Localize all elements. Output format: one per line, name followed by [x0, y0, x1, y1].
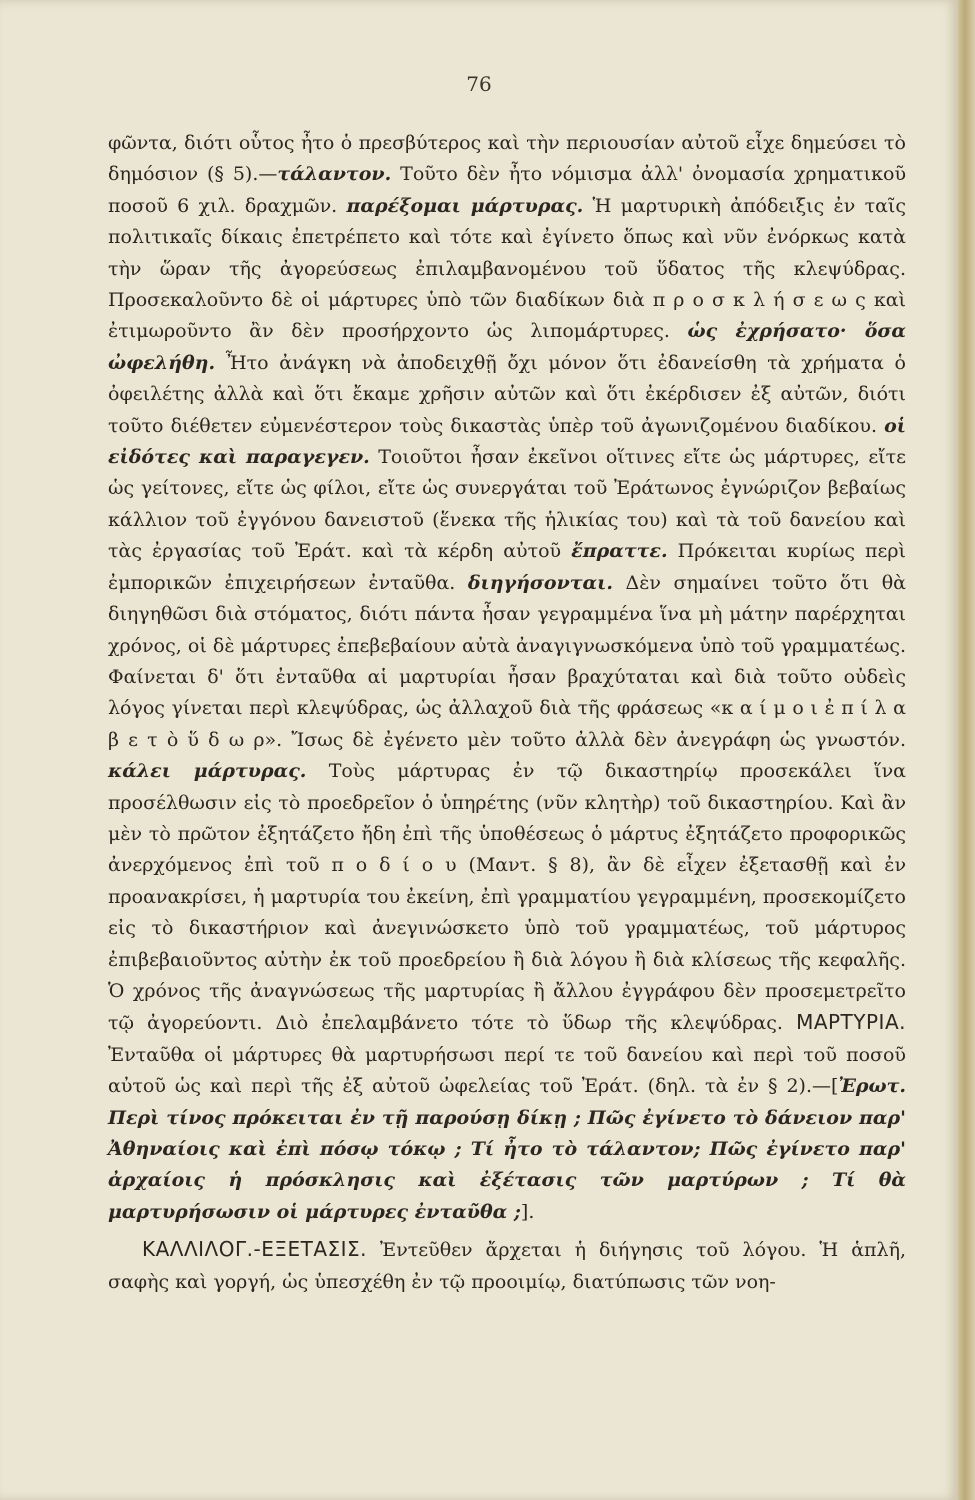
- text-run: Τοιοῦτοι ἦσαν ἐκεῖνοι οἵτινες εἴτε ὡς μάρτυρες, εἴτε ὡς γείτονες, εἴτε ὡς φίλοι, εἴτε ὡς συνεργάται τοῦ Ἐράτωνος ἐγνώριζον βεβαίως κάλλιον τοῦ ἐγγόνου δανειστοῦ (ἕνεκα τῆς ἡλικίας του) καὶ τὰ τοῦ δανείου καὶ τὰς ἐργασίας τοῦ Ἐράτ. καὶ τὰ κέρδη αὐτοῦ: [108, 446, 906, 563]
- lemma-italic: Ἐρωτ. Περὶ τίνος πρόκειται ἐν τῇ παρούσῃ δίκῃ ; Πῶς ἐγίνετο τὸ δάνειον παρ' Ἀθηναίοις καὶ ἐπὶ πόσῳ τόκῳ ; Τί ἦτο τὸ τάλαντον; Πῶς ἐγίνετο παρ' ἀρχαίοις ἡ πρόσκλησις καὶ ἐξέτασις τῶν μαρτύρων ; Τί θὰ μαρτυρήσωσιν οἱ μάρτυρες ἐνταῦθα ;: [108, 1075, 906, 1223]
- lemma-italic: κάλει μάρτυρας.: [108, 760, 307, 783]
- page-number: 76: [466, 72, 492, 96]
- section-heading: ΚΑΛΛΙΛΟΓ.-ΕΞΕΤΑΣΙΣ.: [142, 1237, 368, 1262]
- lemma-italic: ἔπραττε.: [571, 540, 668, 563]
- text-run: Ἐντεῦθεν ἄρχεται ἡ διήγησις τοῦ λόγου. Ἡ ἁπλῆ, σαφὴς καὶ γοργή, ὡς ὑπεσχέθη ἐν τῷ προοιμίῳ, διατύπωσις τῶν νοη-: [108, 1239, 906, 1293]
- lemma-italic: διηγήσονται.: [467, 571, 613, 594]
- page-edge: [958, 0, 975, 1500]
- paragraph-commentary: [108, 128, 906, 1228]
- page-body: [108, 128, 906, 1298]
- text-run: Τοὺς μάρτυρας ἐν τῷ δικαστηρίῳ προσεκάλει ἵνα προσέλθωσιν εἰς τὸ προεδρεῖον ὁ ὑπηρέτης (νῦν κλητὴρ) τοῦ δικαστηρίου. Καὶ ἂν μὲν τὸ πρῶτον ἐξητάζετο ἤδη ἐπὶ τῆς ὑποθέσεως ὁ μάρτυς ἐξητάζετο προφορικῶς ἀνερχόμενος ἐπὶ τοῦ π ο δ ί ο υ (Μαντ. § 8), ἂν δὲ εἶχεν ἐξετασθῇ καὶ ἐν προανακρίσει, ἡ μαρτυρία του ἐκείνη, ἐπὶ γραμματίου γεγραμμένη, προσεκομίζετο εἰς τὸ δικαστήριον καὶ ἀνεγινώσκετο ὑπὸ τοῦ γραμματέως, τοῦ μάρτυρος ἐπιβεβαιοῦντος αὐτὴν ἐκ τοῦ προεδρείου ἢ διὰ λόγου ἢ διὰ κλίσεως τῆς κεφαλῆς. Ὁ χρόνος τῆς ἀναγνώσεως τῆς μαρτυρίας ἢ ἄλλου ἐγγράφου δὲν προσεμετρεῖτο τῷ ἀγορεύοντι. Διὸ ἐπελαμβάνετο τότε τὸ ὕδωρ τῆς κλεψύδρας.: [108, 760, 906, 1035]
- text-run: Ἐνταῦθα οἱ μάρτυρες θὰ μαρτυρήσωσι περί τε τοῦ δανείου καὶ περὶ τοῦ ποσοῦ αὐτοῦ ὡς καὶ περὶ τῆς ἐξ αὐτοῦ ὠφελείας τοῦ Ἐράτ. (δηλ. τὰ ἐν § 2).—[: [108, 1043, 906, 1098]
- lemma-italic: οἱ εἰδότες καὶ παραγεγεν.: [108, 414, 906, 469]
- section-heading: ΜΑΡΤΥΡΙΑ.: [796, 1010, 906, 1035]
- text-run: ].: [520, 1200, 535, 1223]
- text-run: Ἡ μαρτυρικὴ ἀπόδειξις ἐν ταῖς πολιτικαῖς δίκαις ἐπετρέπετο καὶ τότε καὶ ἐγίνετο ὅπως καὶ νῦν ἐνόρκως κατὰ τὴν ὥραν τῆς ἀγορεύσεως ἐπιλαμβανομένου τοῦ ὕδατος τῆς κλεψύδρας. Προσεκαλοῦντο δὲ οἱ μάρτυρες ὑπὸ τῶν διαδίκων διὰ π ρ ο σ κ λ ή σ ε ω ς καὶ ἐτιμωροῦντο ἂν δὲν προσήρχοντο ὡς λιπομάρτυρες.: [108, 194, 906, 343]
- lemma-italic: ὡς ἐχρήσατο· ὅσα ὠφελήθη.: [108, 320, 906, 374]
- text-run: φῶντα, διότι οὗτος ἦτο ὁ πρεσβύτερος καὶ τὴν περιουσίαν αὐτοῦ εἶχε δημεύσει τὸ δημόσιον (§ 5).—: [108, 132, 906, 186]
- lemma-italic: τάλαντον.: [277, 163, 392, 186]
- text-run: Τοῦτο δὲν ἦτο νόμισμα ἀλλ' ὀνομασία χρηματικοῦ ποσοῦ 6 χιλ. δραχμῶν.: [108, 163, 906, 217]
- text-run: Ἦτο ἀνάγκη νὰ ἀποδειχθῇ ὄχι μόνον ὅτι ἐδανείσθη τὰ χρήματα ὁ ὀφειλέτης ἀλλὰ καὶ ὅτι ἔκαμε χρῆσιν αὐτῶν καὶ ὅτι ἐκέρδισεν ἐξ αὐτῶν, διότι τοῦτο διέθετεν εὐμενέστερον τοὺς δικαστὰς ὑπὲρ τοῦ ἀγωνιζομένου διαδίκου.: [108, 351, 906, 437]
- text-run: Πρόκειται κυρίως περὶ ἐμπορικῶν ἐπιχειρήσεων ἐνταῦθα.: [108, 540, 906, 594]
- text-run: Δὲν σημαίνει τοῦτο ὅτι θὰ διηγηθῶσι διὰ στόματος, διότι πάντα ἦσαν γεγραμμένα ἵνα μὴ μάτην παρέρχηται χρόνος, οἱ δὲ μάρτυρες ἐπεβεβαίουν αὐτὰ ἀναγιγνωσκόμενα ὑπὸ τοῦ γραμματέως. Φαίνεται δ' ὅτι ἐνταῦθα αἱ μαρτυρίαι ἦσαν βραχύταται καὶ διὰ τοῦτο οὐδεὶς λόγος γίνεται περὶ κλεψύδρας, ὡς ἀλλαχοῦ διὰ τῆς φράσεως «κ α ί μ ο ι ἐ π ί λ α β ε τ ὸ ὕ δ ω ρ». Ἴσως δὲ ἐγένετο μὲν τοῦτο ἀλλὰ δὲν ἀνεγράφη ὡς γνωστόν.: [108, 571, 906, 751]
- paragraph-kalliologia: [108, 1234, 906, 1298]
- lemma-italic: παρέξομαι μάρτυρας.: [346, 194, 584, 217]
